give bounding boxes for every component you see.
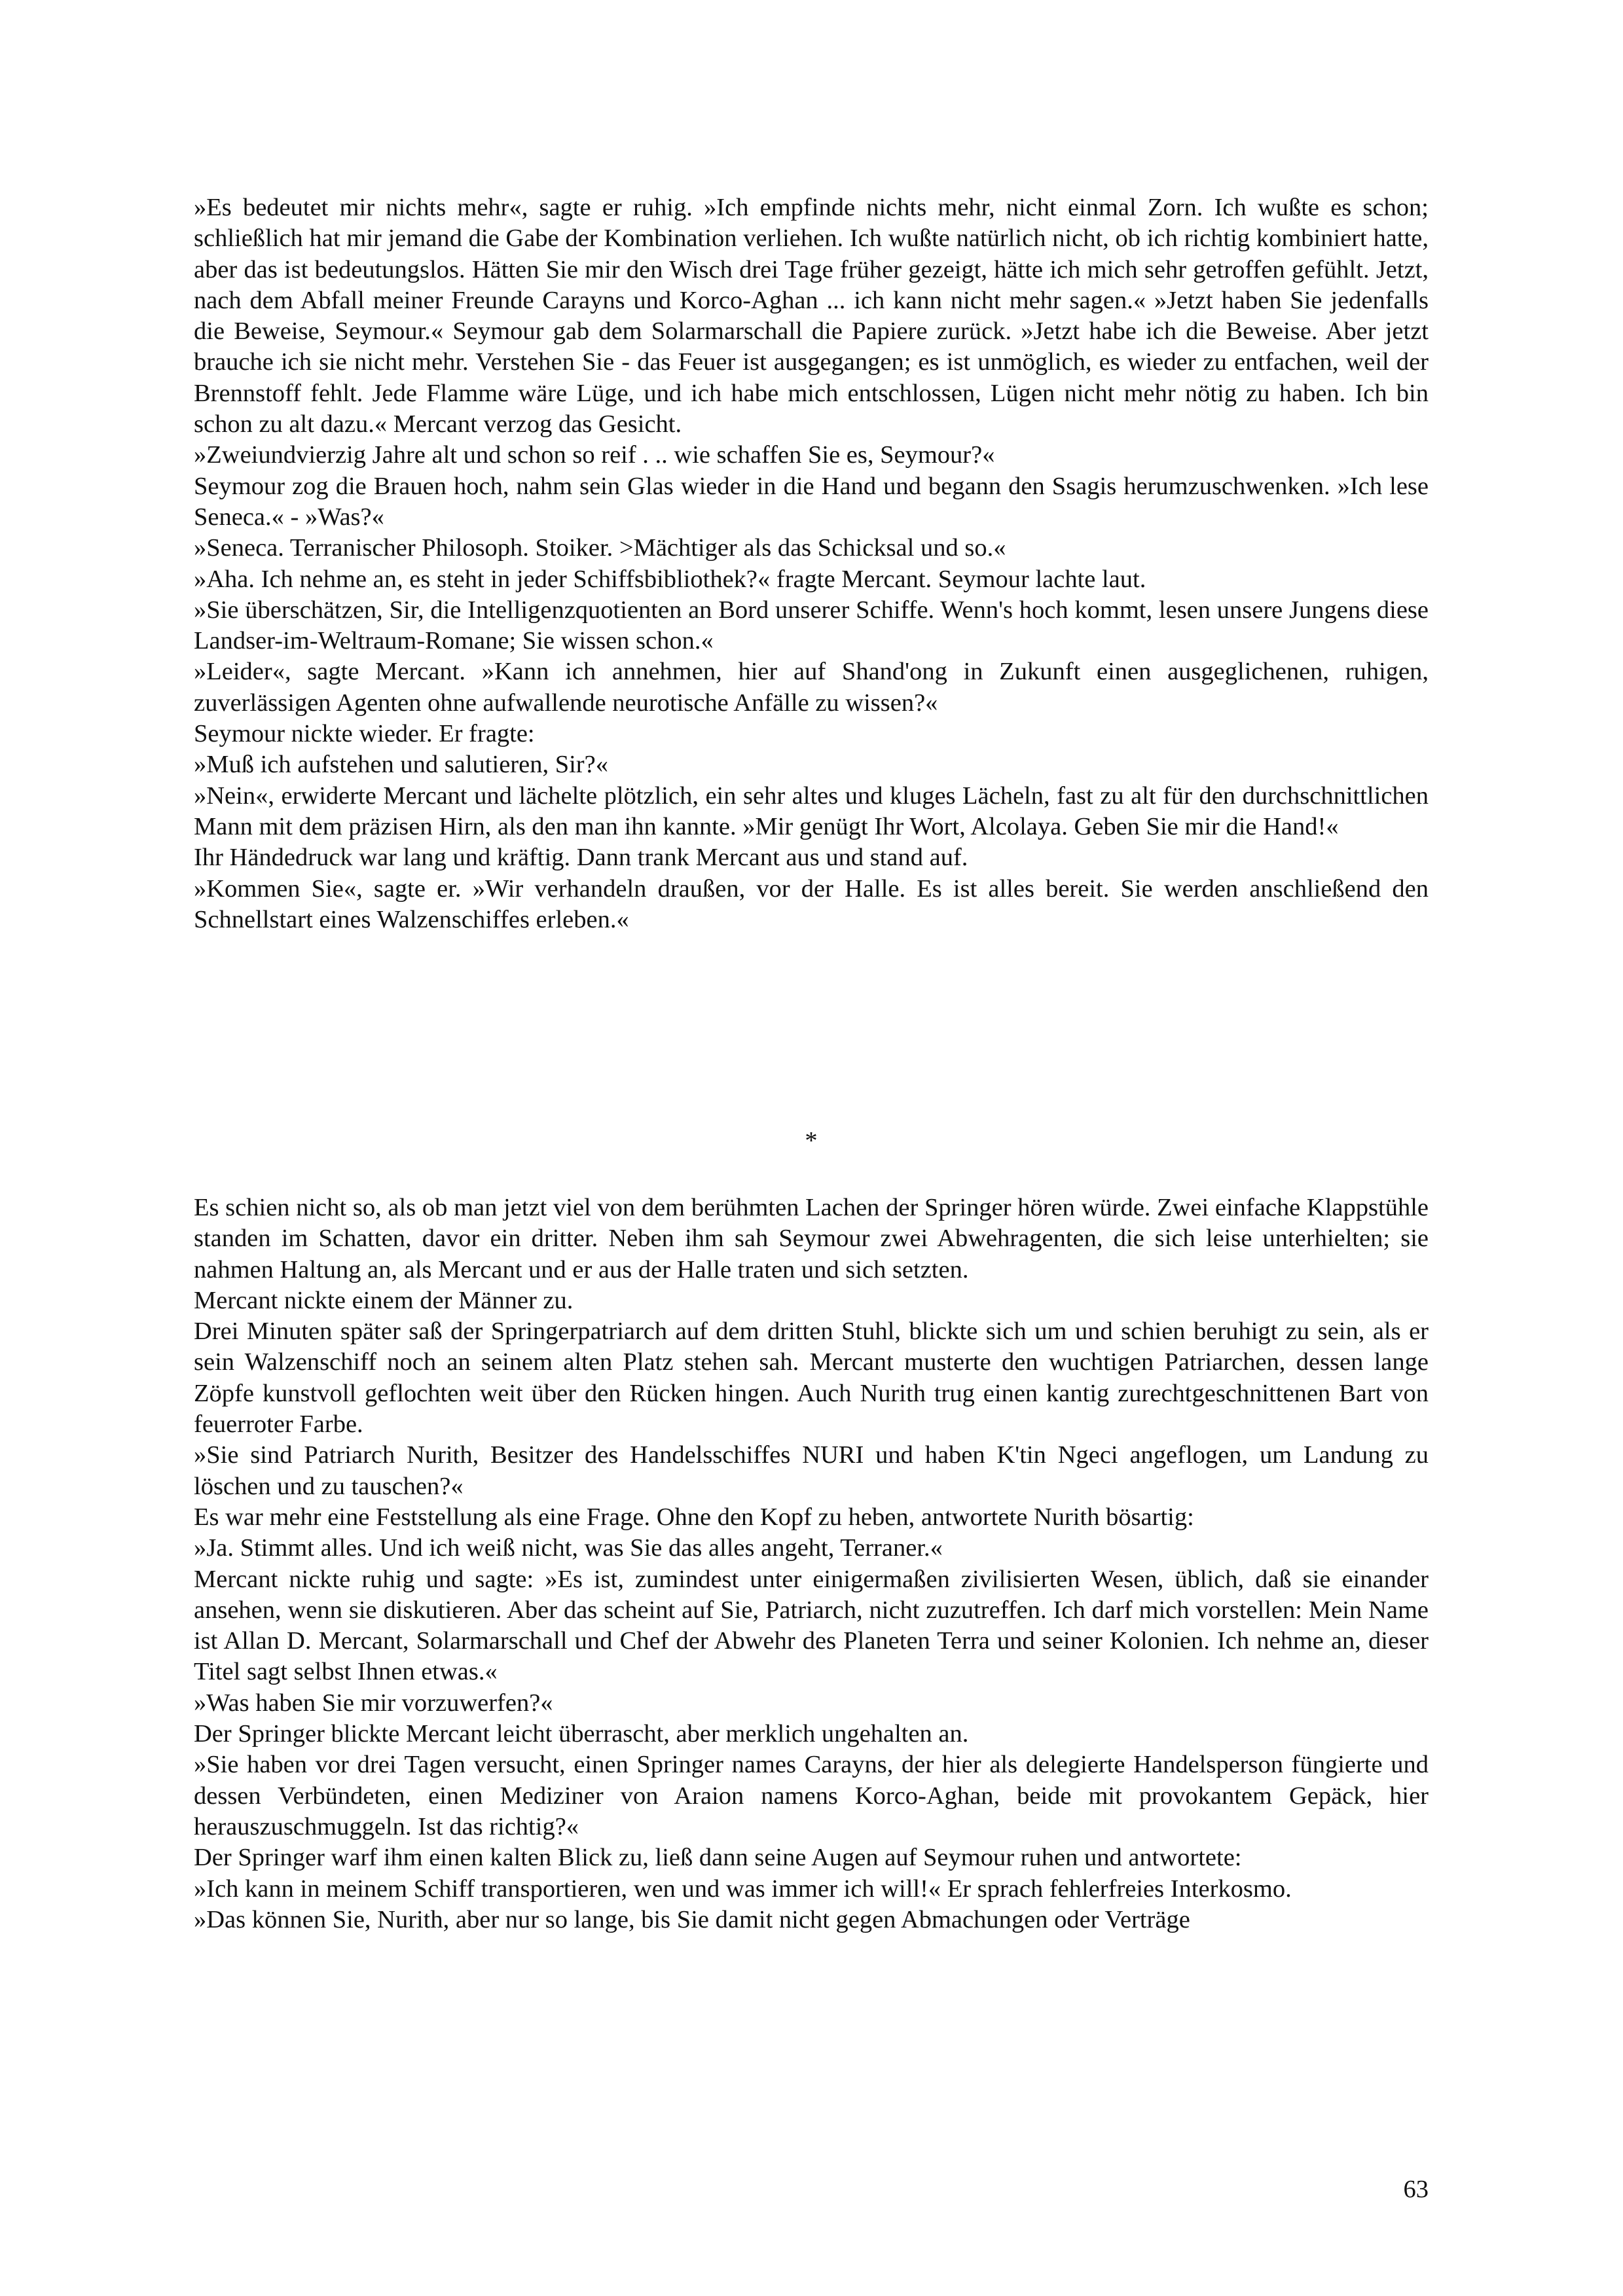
paragraph: »Was haben Sie mir vorzuwerfen?« [194,1689,553,1717]
paragraph: Seymour nickte wieder. Er fragte: [194,720,535,748]
text-section-1 [194,192,1429,935]
paragraph: Der Springer blickte Mercant leicht überrascht, aber merklich ungehalten an. [194,1720,969,1748]
paragraph: »Ja. Stimmt alles. Und ich weiß nicht, was Sie das alles angeht, Terraner.« [194,1534,943,1562]
paragraph: »Sie überschätzen, Sir, die Intelligenzquotienten an Bord unserer Schiffe. Wenn's hoch kommt, lesen unsere Jungens diese Landser-im-Weltraum-Romane; Sie wissen schon.« [194,596,1429,655]
paragraph: »Zweiundvierzig Jahre alt und schon so reif . .. wie schaffen Sie es, Seymour?« [194,441,995,469]
paragraph: Der Springer warf ihm einen kalten Blick zu, ließ dann seine Augen auf Seymour ruhen und antwortete: [194,1844,1242,1872]
paragraph: Es war mehr eine Feststellung als eine Frage. Ohne den Kopf zu heben, antwortete Nurith bösartig: [194,1503,1194,1531]
paragraph: »Sie haben vor drei Tagen versucht, einen Springer names Carayns, der hier als delegierte Handelsperson füngierte und dessen Verbündeten, einen Mediziner von Araion namens Korco-Aghan, beide mit provokantem Gepäck, hier herauszuschmuggeln. Ist das richtig?« [194,1751,1429,1840]
paragraph: »Nein«, erwiderte Mercant und lächelte plötzlich, ein sehr altes und kluges Lächeln, fast zu alt für den durchschnittlichen Mann mit dem präzisen Hirn, als den man ihn kannte. »Mir genügt Ihr Wort, Alcolaya. Geben Sie mir die Hand!« [194,781,1429,840]
page-number: 63 [1403,2176,1429,2203]
paragraph: »Leider«, sagte Mercant. »Kann ich annehmen, hier auf Shand'ong in Zukunft einen ausgeglichenen, ruhigen, zuverlässigen Agenten ohne aufwallende neurotische Anfälle zu wissen?« [194,658,1429,717]
paragraph: »Ich kann in meinem Schiff transportieren, wen und was immer ich will!« Er sprach fehlerfreies Interkosmo. [194,1874,1292,1903]
paragraph: Es schien nicht so, als ob man jetzt viel von dem berühmten Lachen der Springer hören würde. Zwei einfache Klappstühle standen im Schatten, davor ein dritter. Neben ihm sah Seymour zwei Abwehragenten, die sich leise unterhielten; sie nahmen Haltung an, als Mercant und er aus der Halle traten und sich setzten. [194,1194,1429,1283]
paragraph: Ihr Händedruck war lang und kräftig. Dann trank Mercant aus und stand auf. [194,844,968,872]
paragraph: »Seneca. Terranischer Philosoph. Stoiker. >Mächtiger als das Schicksal und so.« [194,534,1006,562]
paragraph: Mercant nickte ruhig und sagte: »Es ist, zumindest unter einigermaßen zivilisierten Wesen, üblich, daß sie einander ansehen, wenn sie diskutieren. Aber das scheint auf Sie, Patriarch, nicht zuzutreffen. Ich darf mich vorstellen: Mein Name ist Allan D. Mercant, Solarmarschall und Chef der Abwehr des Planeten Terra und seiner Kolonien. Ich nehme an, dieser Titel sagt selbst Ihnen etwas.« [194,1565,1429,1686]
section-separator: * [805,1127,818,1155]
paragraph: Seymour zog die Brauen hoch, nahm sein Glas wieder in die Hand und begann den Ssagis herumzuschwenken. »Ich lese Seneca.« - »Was?« [194,472,1429,531]
paragraph: »Sie sind Patriarch Nurith, Besitzer des Handelsschiffes NURI und haben K'tin Ngeci angeflogen, um Landung zu löschen und zu tauschen?« [194,1441,1429,1500]
paragraph: Drei Minuten später saß der Springerpatriarch auf dem dritten Stuhl, blickte sich um und schien beruhigt zu sein, als er sein Walzenschiff noch an seinem alten Platz stehen sah. Mercant musterte den wuchtigen Patriarchen, dessen lange Zöpfe kunstvoll geflochten weit über den Rücken hingen. Auch Nurith trug einen kantig zurechtgeschnittenen Bart von feuerroter Farbe. [194,1318,1429,1439]
paragraph: Mercant nickte einem der Männer zu. [194,1286,574,1314]
paragraph: »Kommen Sie«, sagte er. »Wir verhandeln draußen, vor der Halle. Es ist alles bereit. Sie werden anschließend den Schnellstart eines Walzenschiffes erleben.« [194,874,1429,933]
paragraph: »Aha. Ich nehme an, es steht in jeder Schiffsbibliothek?« fragte Mercant. Seymour lachte laut. [194,565,1146,593]
paragraph: »Muß ich aufstehen und salutieren, Sir?« [194,751,608,779]
paragraph: »Es bedeutet mir nichts mehr«, sagte er ruhig. »Ich empfinde nichts mehr, nicht einmal Zorn. Ich wußte es schon; schließlich hat mir jemand die Gabe der Kombination verliehen. Ich wußte natürlich nicht, ob ich richtig kombiniert hatte, aber das ist bedeutungslos. Hätten Sie mir den Wisch drei Tage früher gezeigt, hätte ich mich sehr getroffen gefühlt. Jetzt, nach dem Abfall meiner Freunde Carayns und Korco-Aghan ... ich kann nicht mehr sagen.« »Jetzt haben Sie jedenfalls die Beweise, Seymour.« Seymour gab dem Solarmarschall die Papiere zurück. »Jetzt habe ich die Beweise. Aber jetzt brauche ich sie nicht mehr. Verstehen Sie - das Feuer ist ausgegangen; es ist unmöglich, es wieder zu entfachen, weil der Brennstoff fehlt. Jede Flamme wäre Lüge, und ich habe mich entschlossen, Lügen nicht mehr nötig zu haben. Ich bin schon zu alt dazu.« Mercant verzog das Gesicht. [194,194,1429,439]
paragraph: »Das können Sie, Nurith, aber nur so lange, bis Sie damit nicht gegen Abmachungen oder Verträge [194,1905,1190,1933]
text-section-2 [194,1193,1429,1935]
